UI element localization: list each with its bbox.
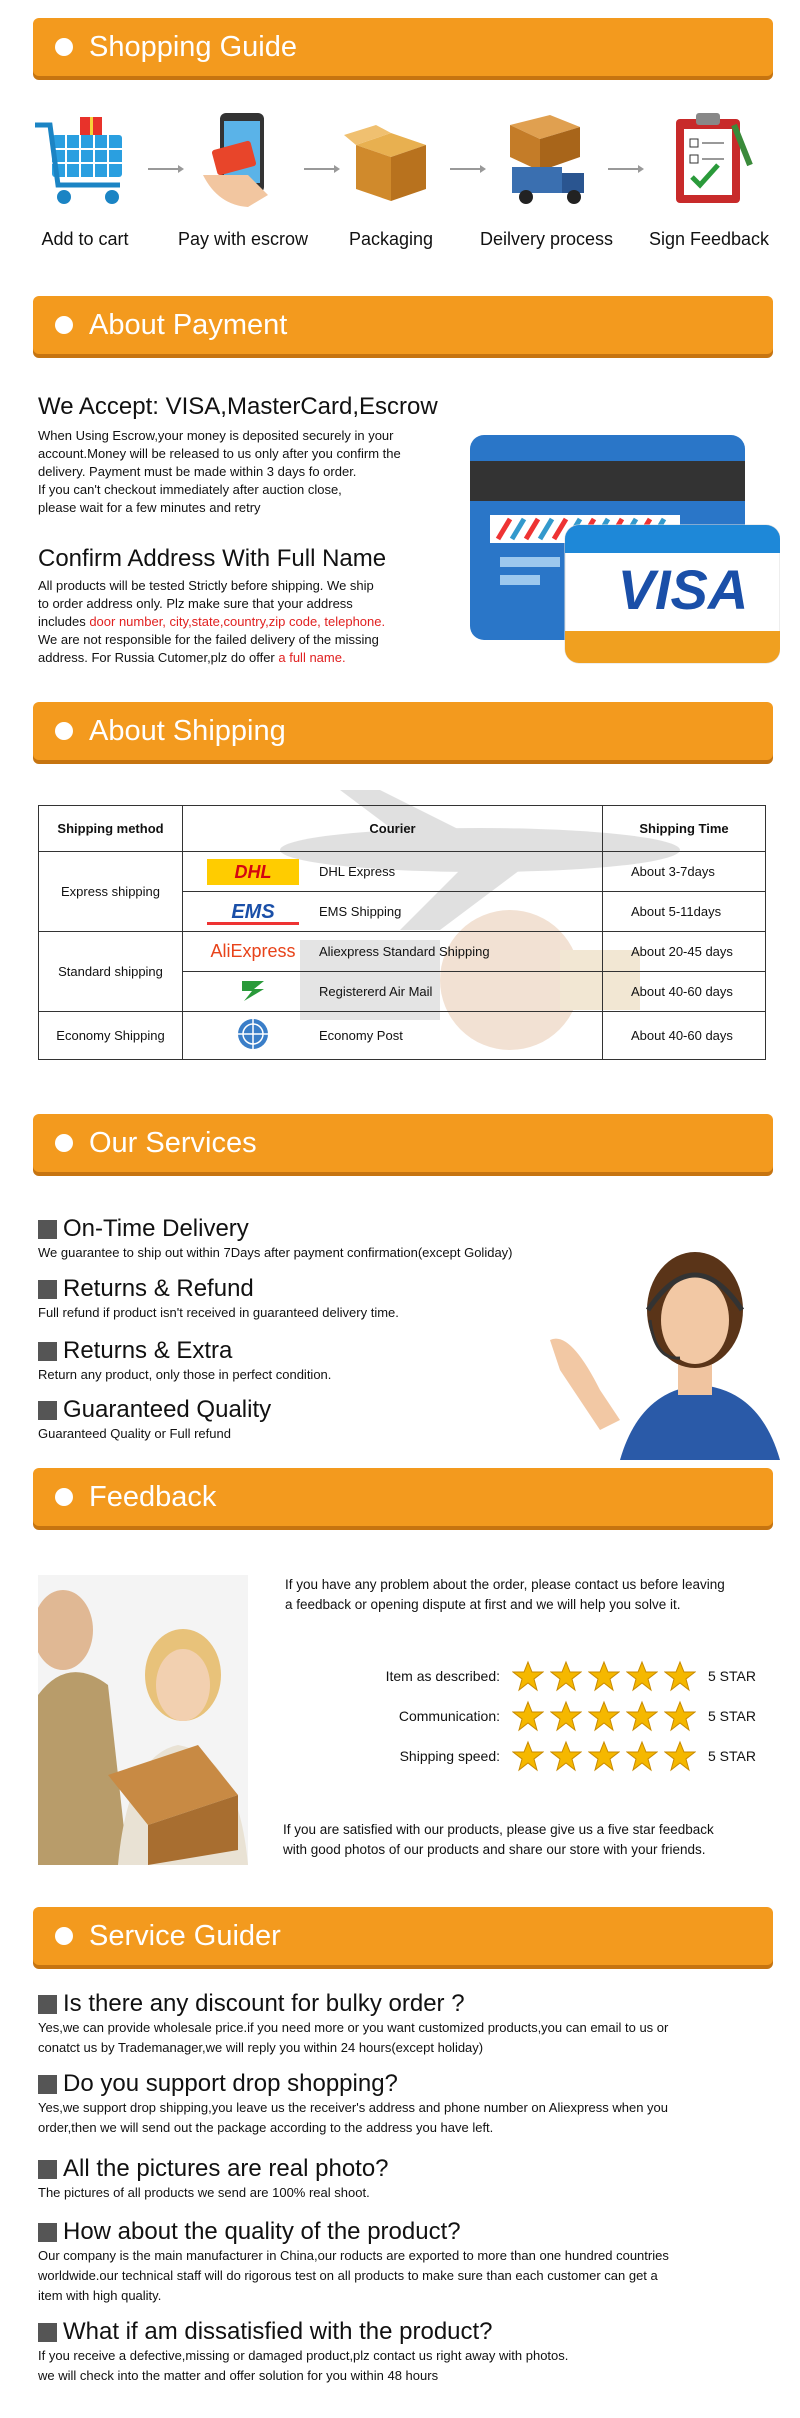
- ems-logo: EMS: [207, 899, 299, 925]
- star-icon: [550, 1740, 582, 1772]
- post-logo-icon: [207, 975, 299, 1008]
- shipping-method: Economy Shipping: [39, 1012, 183, 1060]
- service-text: Guaranteed Quality or Full refund: [38, 1426, 231, 1441]
- service-text: We guarantee to ship out within 7Days after payment confirmation(except Goliday): [38, 1245, 513, 1260]
- faq-answer-line: we will check into the matter and offer solution for you within 48 hours: [38, 2368, 439, 2383]
- visa-logo: VISA: [617, 558, 749, 621]
- faq-answer-line: order,then we will send out the package according to the address you have left.: [38, 2120, 494, 2135]
- step-label: Packaging: [348, 229, 434, 249]
- faq-answer: [38, 2346, 778, 2386]
- star-rating: [512, 1660, 696, 1692]
- faq-answer-line: The pictures of all products we send are 100% real shoot.: [38, 2185, 370, 2200]
- faq-question: How about the quality of the product?: [63, 2218, 461, 2245]
- aliexpress-logo: AliExpress: [210, 941, 296, 961]
- section-header-shopping-guide: [33, 18, 773, 76]
- rating-text: 5 STAR: [708, 1668, 756, 1684]
- star-icon: [512, 1700, 544, 1732]
- service-title: On-Time Delivery: [63, 1215, 249, 1242]
- bullet-dot: [55, 722, 73, 740]
- faq-answer: [38, 2183, 778, 2203]
- step-label: Sign Feedback: [648, 229, 770, 249]
- star-icon: [550, 1700, 582, 1732]
- confirm-line: We are not responsible for the failed delivery of the missing: [38, 632, 379, 647]
- service-text: Return any product, only those in perfect condition.: [38, 1367, 332, 1382]
- square-bullet-icon: [38, 2075, 57, 2094]
- star-icon: [588, 1740, 620, 1772]
- accept-line: delivery. Payment must be made within 3 days fo order.: [38, 464, 357, 479]
- section-title: Service Guider: [89, 1919, 281, 1952]
- step-label: Pay with escrow: [178, 229, 309, 249]
- faq-answer: [38, 2018, 778, 2058]
- service-item: [38, 1396, 598, 1441]
- confirm-line: to order address only. Plz make sure that your address: [38, 596, 353, 611]
- star-icon: [512, 1740, 544, 1772]
- confirm-title: Confirm Address With Full Name: [38, 545, 387, 572]
- courier-name: EMS Shipping: [319, 904, 402, 919]
- shopping-steps: [20, 105, 780, 255]
- service-title: Guaranteed Quality: [63, 1396, 272, 1423]
- shipping-time: About 40-60 days: [603, 1012, 766, 1060]
- confirm-text-highlight: door number, city,state,country,zip code, telephone.: [89, 614, 386, 629]
- section-title: Feedback: [89, 1480, 217, 1513]
- step-packaging: [326, 105, 456, 250]
- star-icon: [588, 1660, 620, 1692]
- faq-answer-line: item with high quality.: [38, 2288, 162, 2303]
- bullet-dot: [55, 1927, 73, 1945]
- faq-answer-line: If you receive a defective,missing or damaged product,plz contact us right away with photos.: [38, 2348, 569, 2363]
- rating-label: Shipping speed:: [399, 1748, 500, 1764]
- star-rating: [512, 1740, 696, 1772]
- table-row: [39, 852, 766, 892]
- step-sign-feedback: [644, 105, 774, 250]
- table-row: [39, 1012, 766, 1060]
- courier-cell: [183, 852, 603, 892]
- courier-name: DHL Express: [319, 864, 396, 879]
- box-icon: [336, 105, 446, 215]
- feedback-intro-line: a feedback or opening dispute at first and we will help you solve it.: [285, 1597, 681, 1612]
- section-title: Shopping Guide: [89, 30, 297, 63]
- clipboard-icon: [654, 105, 764, 215]
- square-bullet-icon: [38, 1401, 57, 1420]
- star-icon: [512, 1660, 544, 1692]
- section-header-our-services: [33, 1114, 773, 1172]
- courier-cell: [183, 932, 603, 972]
- shipping-method: Express shipping: [39, 852, 183, 932]
- confirm-line: [38, 649, 458, 667]
- square-bullet-icon: [38, 1995, 57, 2014]
- faq-answer-line: conatct us by Trademanager,we will reply you within 24 hours(except holiday): [38, 2040, 484, 2055]
- courier-name: Registererd Air Mail: [319, 984, 433, 999]
- shipping-method: Standard shipping: [39, 932, 183, 1012]
- accept-text: [38, 427, 458, 517]
- step-delivery-process: [480, 105, 614, 250]
- faq-answer-line: worldwide.our technical staff will do rigorous test on all products to make sure than each customer can get a: [38, 2268, 658, 2283]
- confirm-line: All products will be tested Strictly before shipping. We ship: [38, 578, 374, 593]
- rating-text: 5 STAR: [708, 1748, 756, 1764]
- table-header: Shipping method: [39, 806, 183, 852]
- feedback-outro-line: with good photos of our products and share our store with your friends.: [283, 1842, 706, 1857]
- service-title: Returns & Extra: [63, 1337, 233, 1364]
- table-header: Courier: [183, 806, 603, 852]
- phone-card-icon: [188, 105, 298, 215]
- confirm-line: [38, 613, 458, 631]
- step-label: Add to cart: [41, 229, 129, 249]
- section-header-about-shipping: [33, 702, 773, 760]
- step-add-to-cart: [20, 105, 150, 250]
- star-icon: [550, 1660, 582, 1692]
- table-row: [39, 932, 766, 972]
- faq-answer-line: Yes,we support drop shipping,you leave us the receiver's address and phone number on Aliexpress when you: [38, 2100, 669, 2115]
- faq-answer: [38, 2246, 778, 2306]
- faq-item: [38, 2070, 778, 2138]
- confirm-text-plain: includes: [38, 614, 90, 629]
- faq-question: Do you support drop shopping?: [63, 2070, 398, 2097]
- section-title: About Payment: [89, 308, 288, 341]
- service-item: [38, 1215, 598, 1260]
- accept-line: account.Money will be released to us only after you confirm the: [38, 446, 401, 461]
- shipping-time: About 20-45 days: [603, 932, 766, 972]
- table-header: Shipping Time: [603, 806, 766, 852]
- square-bullet-icon: [38, 2223, 57, 2242]
- bullet-dot: [55, 316, 73, 334]
- dhl-logo: DHL: [207, 859, 299, 885]
- bullet-dot: [55, 38, 73, 56]
- courier-name: Aliexpress Standard Shipping: [319, 944, 490, 959]
- step-label: Deilvery process: [480, 229, 614, 249]
- shipping-time: About 5-11days: [603, 892, 766, 932]
- star-icon: [626, 1660, 658, 1692]
- service-item: [38, 1275, 598, 1320]
- faq-question: All the pictures are real photo?: [63, 2155, 389, 2182]
- payment-accept-block: [38, 393, 458, 517]
- section-header-about-payment: [33, 296, 773, 354]
- shipping-table: [38, 805, 766, 1060]
- section-header-service-guider: [33, 1907, 773, 1965]
- arrow-icon: [608, 160, 644, 168]
- confirm-text: [38, 577, 458, 667]
- star-icon: [626, 1700, 658, 1732]
- star-icon: [664, 1660, 696, 1692]
- faq-answer-line: Our company is the main manufacturer in China,our roducts are exported to more than one hundred countries: [38, 2248, 669, 2263]
- courier-cell: [183, 1012, 603, 1060]
- square-bullet-icon: [38, 2323, 57, 2342]
- service-item: [38, 1337, 598, 1382]
- rating-row: [330, 1700, 756, 1732]
- un-globe-icon: [207, 1017, 299, 1054]
- faq-item: [38, 2318, 778, 2386]
- confirm-text-plain: address. For Russia Cutomer,plz do offer: [38, 650, 279, 665]
- courier-name: Economy Post: [319, 1028, 403, 1043]
- rating-text: 5 STAR: [708, 1708, 756, 1724]
- rating-label: Item as described:: [385, 1668, 500, 1684]
- faq-item: [38, 1990, 778, 2058]
- feedback-intro-line: If you have any problem about the order, please contact us before leaving: [285, 1577, 725, 1592]
- courier-cell: [183, 972, 603, 1012]
- accept-line: please wait for a few minutes and retry: [38, 500, 261, 515]
- bullet-dot: [55, 1488, 73, 1506]
- rating-row: [330, 1660, 756, 1692]
- section-title: About Shipping: [89, 714, 286, 747]
- shipping-time: About 3-7days: [603, 852, 766, 892]
- star-icon: [664, 1700, 696, 1732]
- faq-item: [38, 2218, 778, 2306]
- star-icon: [664, 1740, 696, 1772]
- faq-answer: [38, 2098, 778, 2138]
- delivery-photo: [38, 1575, 248, 1865]
- support-agent-image: [530, 1220, 780, 1460]
- square-bullet-icon: [38, 2160, 57, 2179]
- accept-line: If you can't checkout immediately after auction close,: [38, 482, 342, 497]
- feedback-intro: [285, 1575, 765, 1615]
- square-bullet-icon: [38, 1280, 57, 1299]
- accept-line: When Using Escrow,your money is deposited securely in your: [38, 428, 394, 443]
- shipping-time: About 40-60 days: [603, 972, 766, 1012]
- feedback-outro-line: If you are satisfied with our products, please give us a five star feedback: [283, 1822, 714, 1837]
- square-bullet-icon: [38, 1220, 57, 1239]
- table-header-row: [39, 806, 766, 852]
- confirm-text-highlight: a full name.: [278, 650, 346, 665]
- star-rating: [512, 1700, 696, 1732]
- bullet-dot: [55, 1134, 73, 1152]
- faq-question: What if am dissatisfied with the product?: [63, 2318, 493, 2345]
- service-text: Full refund if product isn't received in guaranteed delivery time.: [38, 1305, 399, 1320]
- star-icon: [588, 1700, 620, 1732]
- credit-card-illustration: [470, 435, 780, 665]
- truck-icon: [490, 105, 600, 215]
- section-title: Our Services: [89, 1126, 257, 1159]
- rating-label: Communication:: [398, 1708, 500, 1724]
- section-header-feedback: [33, 1468, 773, 1526]
- square-bullet-icon: [38, 1342, 57, 1361]
- payment-confirm-block: [38, 545, 458, 667]
- cart-icon: [30, 105, 140, 215]
- feedback-outro: [283, 1820, 773, 1860]
- rating-row: [330, 1740, 756, 1772]
- courier-cell: [183, 892, 603, 932]
- faq-item: [38, 2155, 778, 2203]
- faq-question: Is there any discount for bulky order ?: [63, 1990, 465, 2017]
- service-title: Returns & Refund: [63, 1275, 254, 1302]
- step-pay-with-escrow: [178, 105, 308, 250]
- accept-title: We Accept: VISA,MasterCard,Escrow: [38, 393, 438, 420]
- star-icon: [626, 1740, 658, 1772]
- faq-answer-line: Yes,we can provide wholesale price.if you need more or you want customized products,you can email to us or: [38, 2020, 669, 2035]
